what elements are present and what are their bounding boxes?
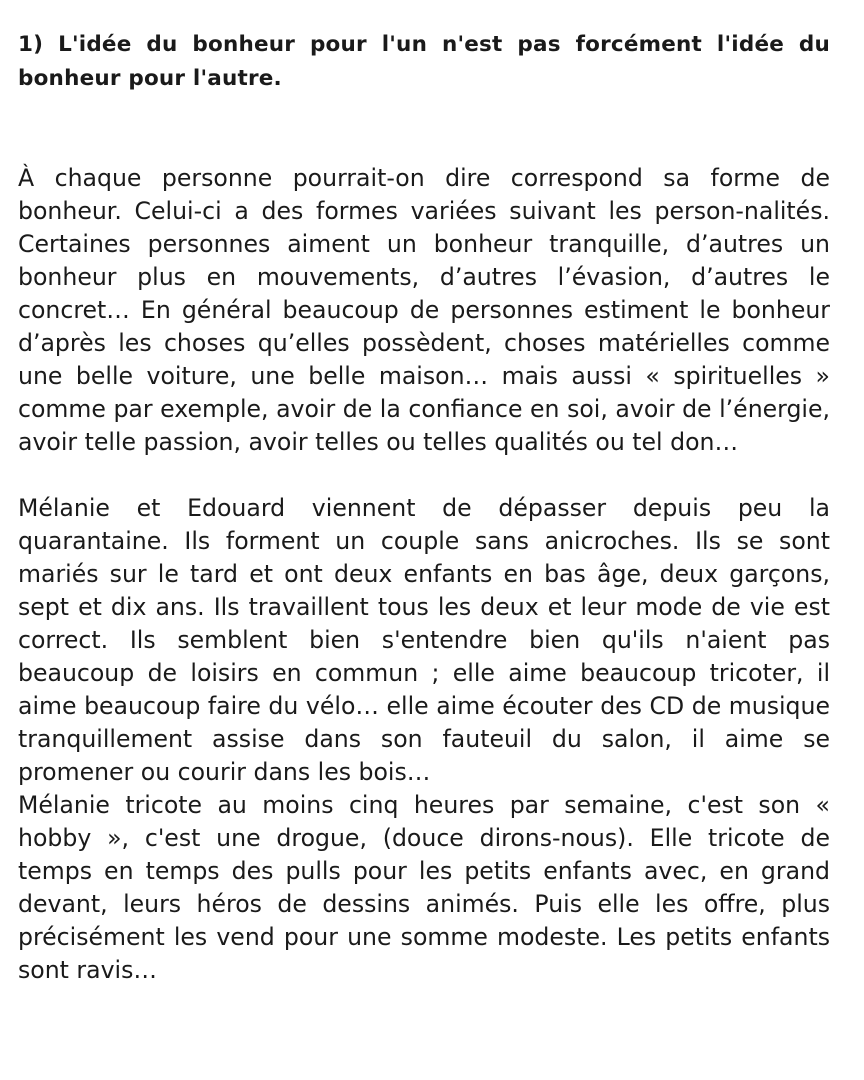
paragraph-melanie-tricote: Mélanie tricote au moins cinq heures par semaine, c'est son « hobby », c'est une drogue, (douce dirons-nous). Elle tricote de temps en temps des pulls pour les petits enfants avec, en grand devant, leurs héros de dessins animés. Puis elle les offre, plus précisément les vend pour une somme modeste. Les petits enfants sont ravis… — [18, 791, 830, 984]
spacer — [18, 459, 830, 492]
document-page — [18, 28, 830, 987]
paragraph-melanie-edouard: Mélanie et Edouard viennent de dépasser depuis peu la quarantaine. Ils forment un couple sans anicroches. Ils se sont mariés sur le tard et ont deux enfants en bas âge, deux garçons, sept et dix ans. Ils travaillent tous les deux et leur mode de vie est correct. Ils semblent bien s'entendre bien qu'ils n'aient pas beaucoup de loisirs en commun ; elle aime beaucoup tricoter, il aime beaucoup faire du vélo… elle aime écouter des CD de musique tranquillement assise dans son fauteuil du salon, il aime se promener ou courir dans les bois… — [18, 494, 830, 786]
paragraph-intro: À chaque personne pourrait-on dire correspond sa forme de bonheur. Celui-ci a des formes variées suivant les person-nalités. Certaines personnes aiment un bonheur tranquille, d’autres un bonheur plus en mouvements, d’autres l’évasion, d’autres le concret… En général beaucoup de personnes estiment le bonheur d’après les choses qu’elles possèdent, choses matérielles comme une belle voiture, une belle maison… mais aussi « spirituelles » comme par exemple, avoir de la confiance en soi, avoir de l’énergie, avoir telle passion, avoir telles ou telles qualités ou tel don… — [18, 164, 830, 456]
spacer — [18, 96, 830, 162]
section-heading: 1) L'idée du bonheur pour l'un n'est pas forcément l'idée du bonheur pour l'autre. — [18, 32, 830, 91]
